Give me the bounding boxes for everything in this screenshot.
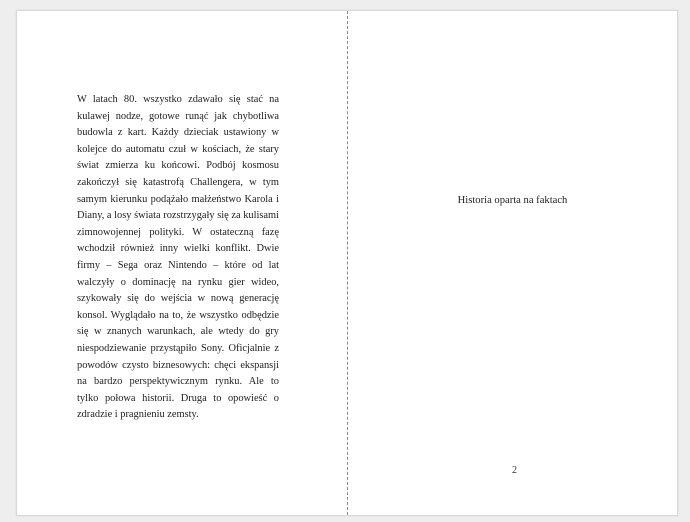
subtitle: Historia oparta na faktach bbox=[457, 195, 568, 206]
body-paragraph: W latach 80. wszystko zdawało się stać na kulawej nodze, gotowe runąć jak chybotliwa budowla z kart. Każdy dzieciak ustawiony w kolejce do automatu czuł w kościach, że stary świat zmierza ku końcowi. Podbój kosmosu zakończył się katastrofą Challengera, w tym samym kierunku podążało małżeństwo Karola i Diany, a losy świata rozstrzygały się za kulisami zimnowojennej polityki. W ostateczną fazę wchodził również inny wielki konflikt. Dwie firmy – Sega oraz Nintendo – które od lat walczyły o dominację na rynku gier wideo, szykowały się do wejścia w nową generację konsol. Wyglądało na to, że wszystko odbędzie się w znanych warunkach, ale wtedy do gry niespodziewanie przystąpiło Sony. Oficjalnie z powodów czysto biznesowych: chęci ekspansji na bardzo perspektywicznym rynku. Ale to tylko połowa historii. Druga to opowieść o zdradzie i pragnieniu zemsty. bbox=[77, 94, 279, 421]
book-spread bbox=[16, 10, 678, 516]
left-page bbox=[17, 11, 347, 515]
page-number: 2 bbox=[512, 465, 517, 476]
right-page bbox=[348, 11, 677, 515]
